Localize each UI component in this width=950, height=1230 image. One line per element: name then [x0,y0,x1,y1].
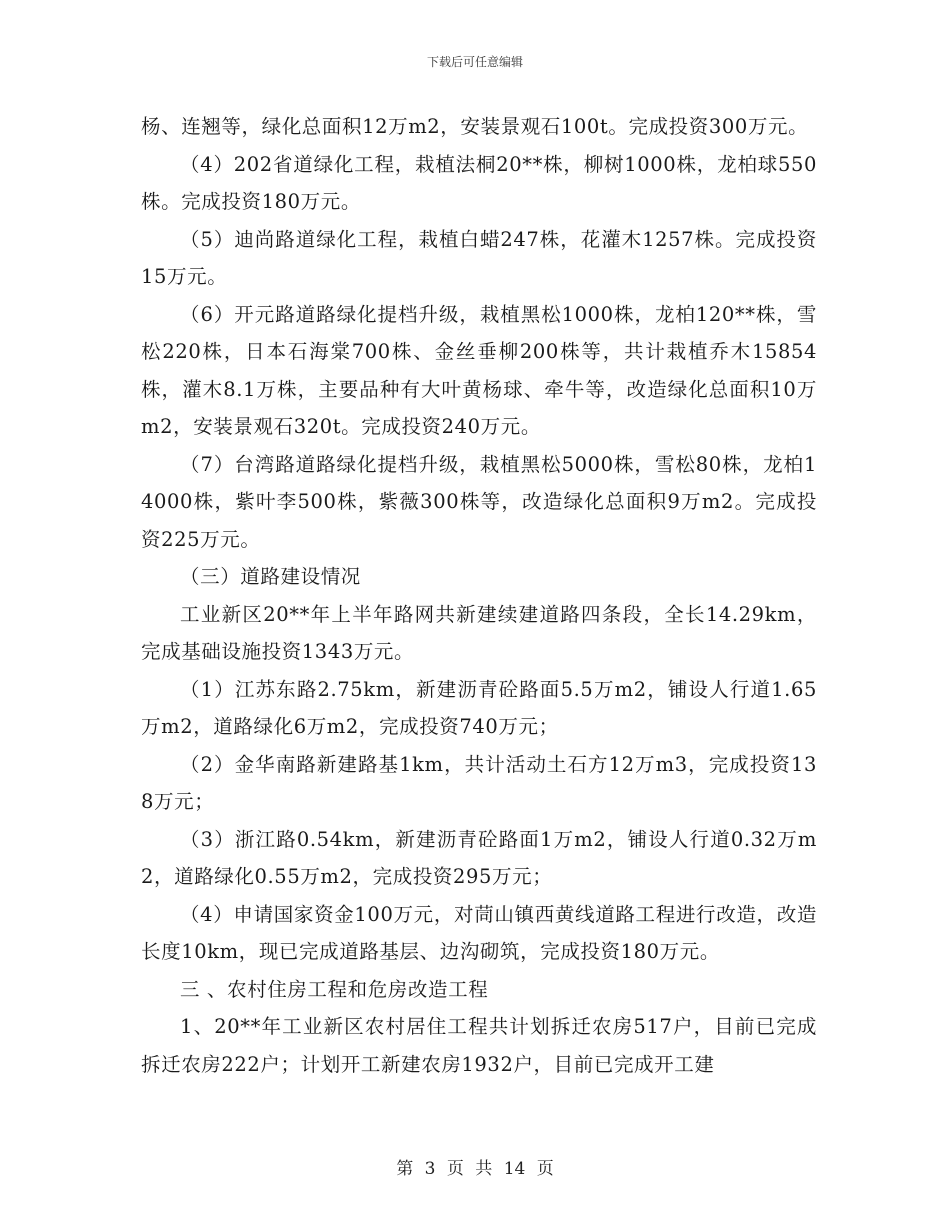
paragraph: （5）迪尚路道绿化工程，栽植白蜡247株，花灌木1257株。完成投资15万元。 [141,227,817,288]
page-header: 下载后可任意编辑 [426,55,523,69]
page-number-footer: 第 3 页 共 14 页 [396,1159,554,1179]
paragraph: （4）申请国家资金100万元，对茼山镇西黄线道路工程进行改造，改造长度10km，现已完成道路基层、边沟砌筑，完成投资180万元。 [141,902,817,963]
paragraph: （6）开元路道路绿化提档升级，栽植黑松1000株，龙柏120**株，雪松220株，日本石海棠700株、金丝垂柳200株等，共计栽植乔木15854株，灌木8.1万株，主要品种有大叶黄杨球、牵牛等，改造绿化总面积10万m2，安装景观石320t。完成投资240万元。 [141,302,817,438]
paragraph: （2）金华南路新建路基1km，共计活动土石方12万m3，完成投资138万元； [141,752,817,813]
paragraph: （7）台湾路道路绿化提档升级，栽植黑松5000株，雪松80株，龙柏14000株，紫叶李500株，紫薇300株等，改造绿化总面积9万m2。完成投资225万元。 [141,452,817,551]
document-body [141,108,817,1083]
paragraph: （1）江苏东路2.75km，新建沥青砼路面5.5万m2，铺设人行道1.65万m2，道路绿化6万m2，完成投资740万元； [141,677,817,738]
section-heading: 三 、农村住房工程和危房改造工程 [180,977,489,1001]
paragraph: （3）浙江路0.54km，新建沥青砼路面1万m2，铺设人行道0.32万m2，道路绿化0.55万m2，完成投资295万元； [141,827,817,888]
paragraph: 1、20**年工业新区农村居住工程共计划拆迁农房517户，目前已完成拆迁农房222户；计划开工新建农房1932户，目前已完成开工建 [141,1015,817,1076]
section-heading: （三）道路建设情况 [180,565,361,588]
paragraph: 工业新区20**年上半年路网共新建续建道路四条段，全长14.29km，完成基础设施投资1343万元。 [141,602,817,663]
paragraph: （4）202省道绿化工程，栽植法桐20**株，柳树1000株，龙柏球550株。完成投资180万元。 [141,152,817,213]
paragraph: 杨、连翘等，绿化总面积12万m2，安装景观石100t。完成投资300万元。 [141,115,809,138]
